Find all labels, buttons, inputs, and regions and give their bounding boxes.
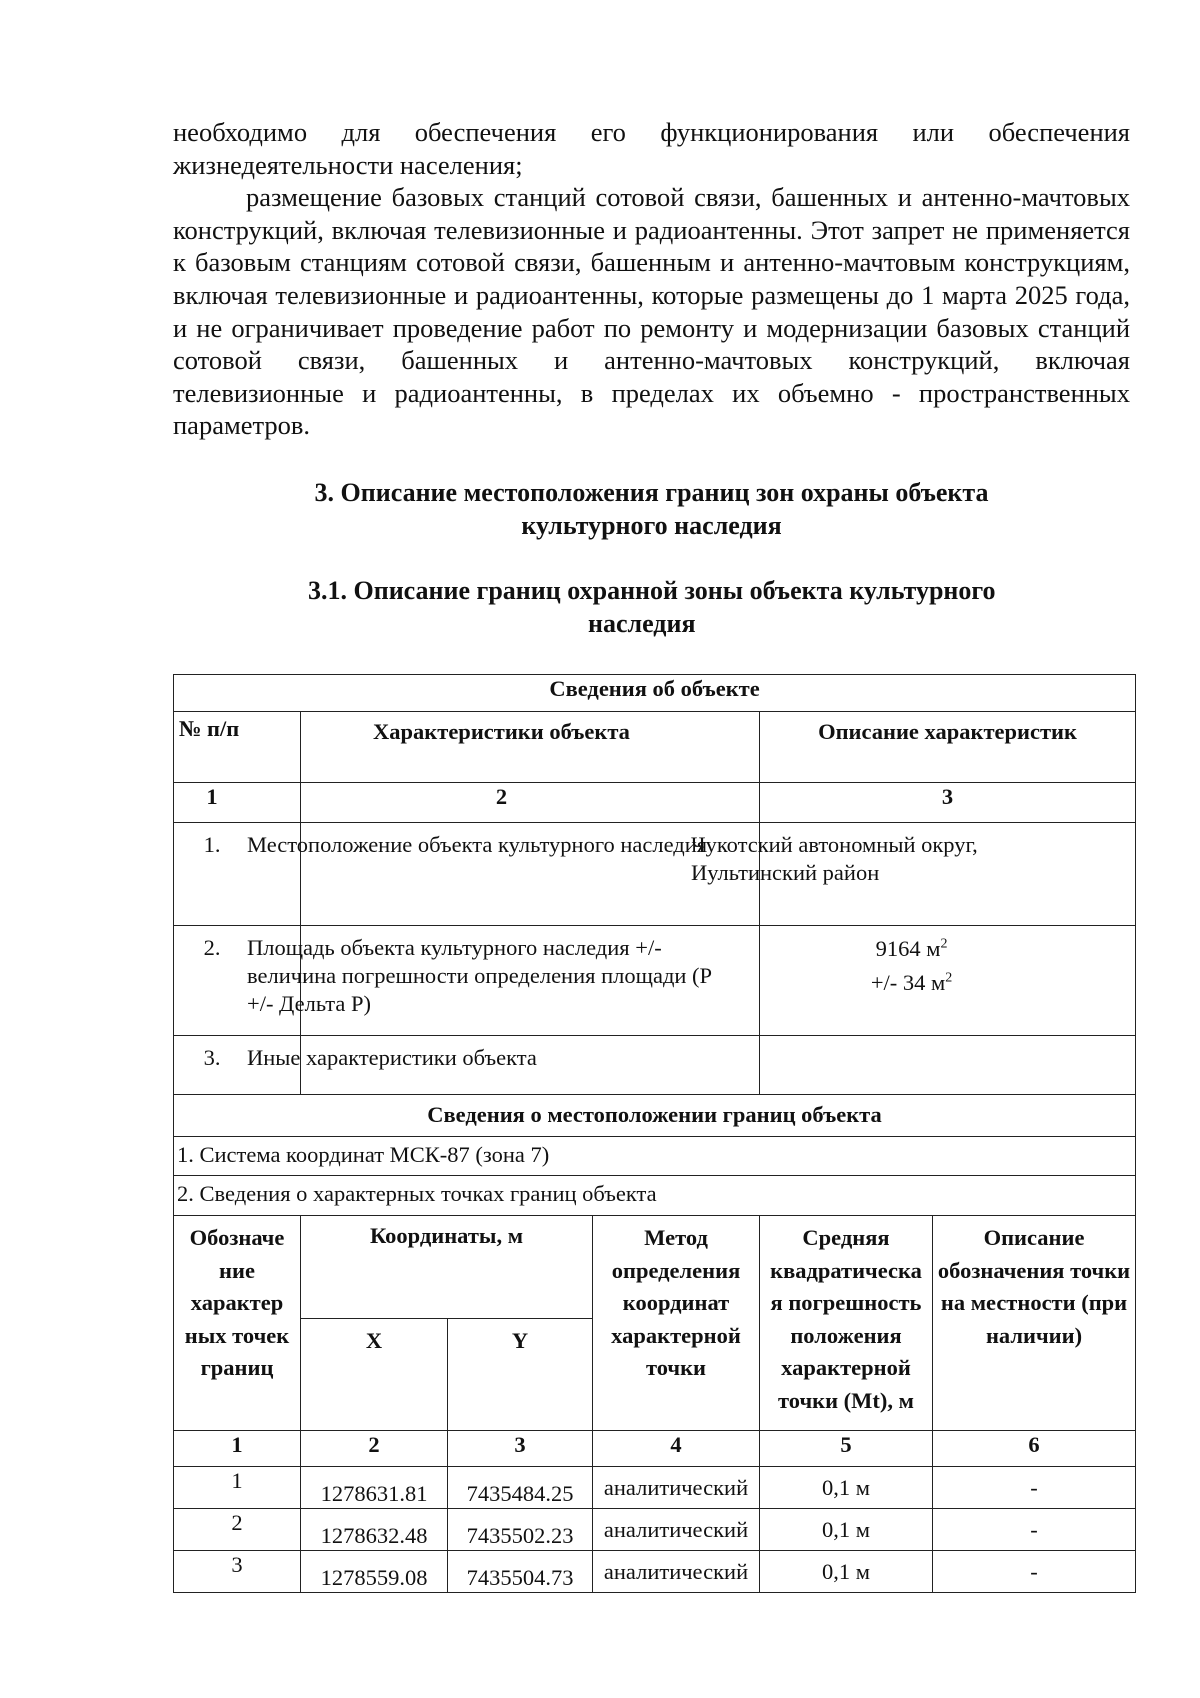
point-id: 2 <box>174 1509 301 1551</box>
header-y: Y <box>448 1319 593 1431</box>
section-3-title-line-2: культурного наследия <box>521 510 782 540</box>
object-info-table <box>173 674 1136 1593</box>
point-x: 1278631.81 <box>301 1467 448 1509</box>
point-description: - <box>933 1509 1136 1551</box>
row-3-name: Иные характеристики объекта <box>301 1036 760 1095</box>
area-value: 9164 м <box>875 936 941 961</box>
row-2-name: Площадь объекта культурного наследия +/- величина погрешности определения площади (Р +/- Дельта Р) <box>301 926 760 1036</box>
header-point-designation: Обозначе ние характер ных точек границ <box>174 1216 301 1431</box>
row-2-value <box>760 926 1136 1036</box>
intro-paragraph-2: размещение базовых станций сотовой связи, башенных и антенно-мачтовых конструкций, включая телевизионные и радиоантенны. Этот запрет не применяется к базовым станциям сотовой связи, башенным и антенно-мачтовым конструкциям, включая телевизионные и радиоантенны, которые размещены до 1 марта 2025 года, и не ограничивает проведение работ по ремонту и модернизации базовых станций сотовой связи, башенных и антенно-мачтовых конструкций, включая телевизионные и радиоантенны, в пределах их объемно - пространственных параметров. <box>173 182 1130 441</box>
row-1-value: Чукотский автономный округ, Иультинский район <box>760 823 1136 926</box>
header-x: X <box>301 1319 448 1431</box>
area-unit-exponent: 2 <box>940 936 948 952</box>
col-number-1: 1 <box>174 783 301 823</box>
row-2-number: 2. <box>174 926 301 1036</box>
point-error: 0,1 м <box>760 1467 933 1509</box>
point-y: 7435504.73 <box>448 1551 593 1593</box>
point-x: 1278559.08 <box>301 1551 448 1593</box>
point-error: 0,1 м <box>760 1509 933 1551</box>
header-characteristics: Характеристики объекта <box>301 712 760 783</box>
area-error-value: +/- 34 м <box>870 970 946 995</box>
header-method: Метод определения координат характерной точки <box>593 1216 760 1431</box>
row-1-number: 1. <box>174 823 301 926</box>
table-row <box>174 1467 1136 1509</box>
points-col-6: 6 <box>933 1431 1136 1467</box>
col-number-2: 2 <box>301 783 760 823</box>
points-col-5: 5 <box>760 1431 933 1467</box>
points-col-4: 4 <box>593 1431 760 1467</box>
section-3-1-title-line-1: 3.1. Описание границ охранной зоны объекта культурного <box>308 576 996 605</box>
table-row <box>174 1509 1136 1551</box>
point-x: 1278632.48 <box>301 1509 448 1551</box>
point-error: 0,1 м <box>760 1551 933 1593</box>
boundaries-section-title: Сведения о местоположении границ объекта <box>174 1095 1136 1137</box>
header-point-description: Описание обозначения точки на местности (при наличии) <box>933 1216 1136 1431</box>
section-3-1-heading <box>280 575 1200 640</box>
point-method: аналитический <box>593 1551 760 1593</box>
point-method: аналитический <box>593 1509 760 1551</box>
points-col-2: 2 <box>301 1431 448 1467</box>
section-3-1-title-line-2: наследия <box>588 608 696 638</box>
points-col-3: 3 <box>448 1431 593 1467</box>
header-number: № п/п <box>174 712 301 783</box>
points-info-title: 2. Сведения о характерных точках границ объекта <box>174 1176 1136 1216</box>
intro-paragraph-1: необходимо для обеспечения его функционирования или обеспечения жизнедеятельности населения; <box>173 117 1130 180</box>
section-3-title-line-1: 3. Описание местоположения границ зон охраны объекта <box>314 478 989 507</box>
point-id: 1 <box>174 1467 301 1509</box>
header-coordinates: Координаты, м <box>301 1216 593 1319</box>
row-3-number: 3. <box>174 1036 301 1095</box>
point-y: 7435502.23 <box>448 1509 593 1551</box>
header-error: Средняя квадратическа я погрешность положения характерной точки (Mt), м <box>760 1216 933 1431</box>
header-description: Описание характеристик <box>760 712 1136 783</box>
intro-text <box>173 116 1130 442</box>
area-error-exponent: 2 <box>945 970 953 986</box>
coordinate-system: 1. Система координат МСК-87 (зона 7) <box>174 1137 1136 1176</box>
point-method: аналитический <box>593 1467 760 1509</box>
point-id: 3 <box>174 1551 301 1593</box>
col-number-3: 3 <box>760 783 1136 823</box>
row-1-name: Местоположение объекта культурного наследия <box>301 823 760 926</box>
section-3-heading <box>173 477 1130 542</box>
points-col-1: 1 <box>174 1431 301 1467</box>
table-row <box>174 1551 1136 1593</box>
row-3-value <box>760 1036 1136 1095</box>
point-description: - <box>933 1551 1136 1593</box>
point-description: - <box>933 1467 1136 1509</box>
point-y: 7435484.25 <box>448 1467 593 1509</box>
object-section-title: Сведения об объекте <box>174 675 1136 712</box>
